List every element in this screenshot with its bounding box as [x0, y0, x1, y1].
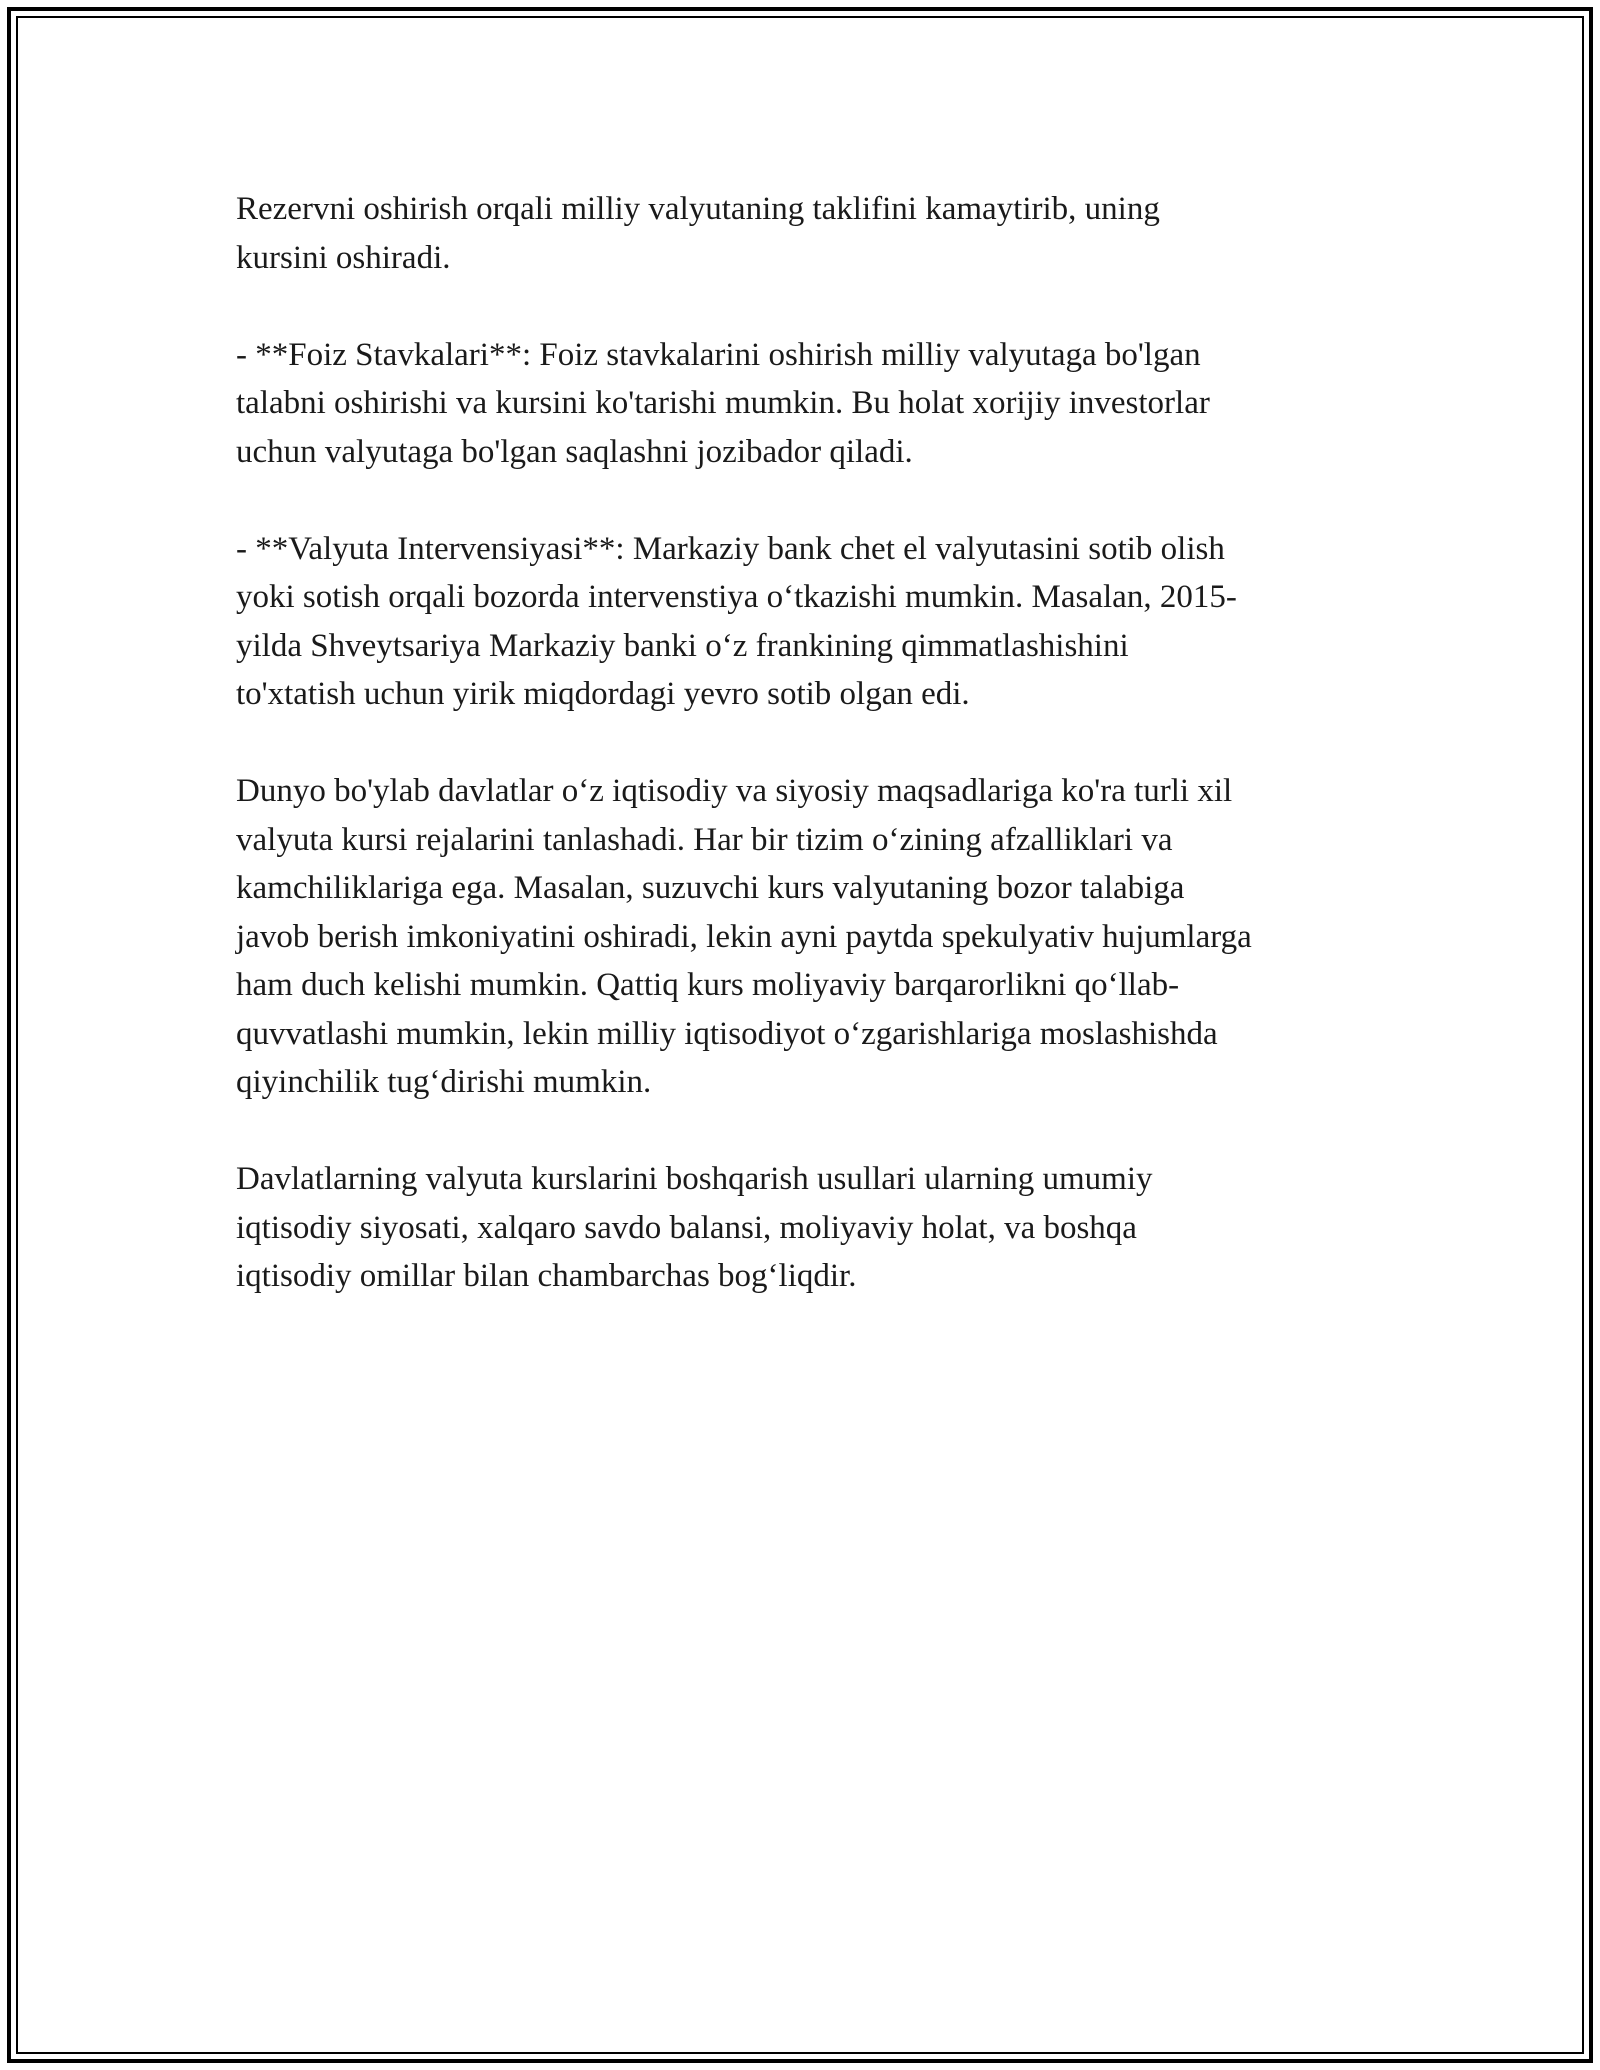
- paragraph-conclusion: Davlatlarning valyuta kurslarini boshqarish usullari ularning umumiy iqtisodiy siyosati, xalqaro savdo balansi, moliyaviy holat, va boshqa iqtisodiy omillar bilan chambarchas bogʻliqdir.: [236, 1161, 1153, 1294]
- paragraph-reserve: Rezervni oshirish orqali milliy valyutaning taklifini kamaytirib, uning kursini oshiradi.: [236, 191, 1160, 276]
- paragraph-interest-rates: - **Foiz Stavkalari**: Foiz stavkalarini oshirish milliy valyutaga bo'lgan talabni oshirishi va kursini ko'tarishi mumkin. Bu holat xorijiy investorlar uchun valyutaga bo'lgan saqlashni jozibador qiladi.: [236, 336, 1210, 470]
- document-body: [236, 185, 1376, 1349]
- paragraph-exchange-regimes: Dunyo bo'ylab davlatlar oʻz iqtisodiy va siyosiy maqsadlariga ko'ra turli xil valyuta kursi rejalarini tanlashadi. Har bir tizim oʻzining afzalliklari va kamchiliklariga ega. Masalan, suzuvchi kurs valyutaning bozor talabiga javob berish imkoniyatini oshiradi, lekin ayni paytda spekulyativ hujumlarga ham duch kelishi mumkin. Qattiq kurs moliyaviy barqarorlikni qoʻllab- quvvatlashi mumkin, lekin milliy iqtisodiyot oʻzgarishlariga moslashishda qiyinchilik tugʻdirishi mumkin.: [236, 773, 1252, 1100]
- paragraph-currency-intervention: - **Valyuta Intervensiyasi**: Markaziy bank chet el valyutasini sotib olish yoki sotish orqali bozorda intervenstiya oʻtkazishi mumkin. Masalan, 2015- yilda Shveytsariya Markaziy banki oʻz frankining qimmatlashishini to'xtatish uchun yirik miqdordagi yevro sotib olgan edi.: [236, 530, 1237, 712]
